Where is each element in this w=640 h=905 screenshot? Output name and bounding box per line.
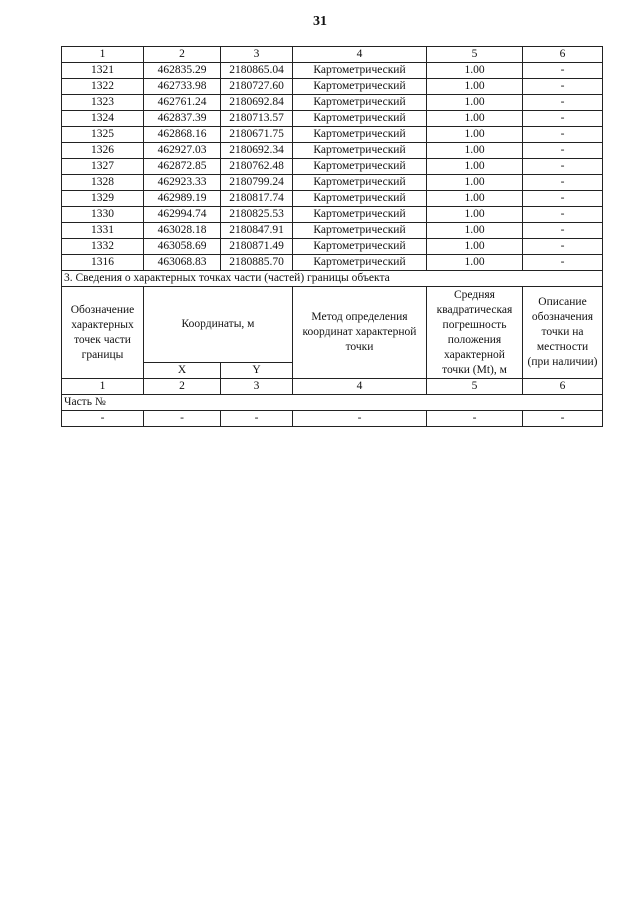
- y-coordinate-cell: 2180692.84: [221, 95, 293, 111]
- page-number: 31: [313, 14, 327, 29]
- part-label: Часть №: [62, 395, 603, 411]
- point-number-cell: 1332: [62, 239, 144, 255]
- y-coordinate-cell: 2180871.49: [221, 239, 293, 255]
- accuracy-cell: 1.00: [427, 239, 523, 255]
- empty-cell: -: [293, 411, 427, 427]
- accuracy-cell: 1.00: [427, 111, 523, 127]
- description-cell: -: [523, 127, 603, 143]
- x-coordinate-cell: 462761.24: [144, 95, 221, 111]
- method-cell: Картометрический: [293, 127, 427, 143]
- y-coordinate-cell: 2180817.74: [221, 191, 293, 207]
- point-number-cell: 1323: [62, 95, 144, 111]
- description-cell: -: [523, 207, 603, 223]
- x-coordinate-cell: 463058.69: [144, 239, 221, 255]
- description-cell: -: [523, 159, 603, 175]
- table-row: [62, 239, 603, 255]
- point-number-cell: 1322: [62, 79, 144, 95]
- table-row: [62, 207, 603, 223]
- point-number-cell: 1324: [62, 111, 144, 127]
- x-coordinate-cell: 463068.83: [144, 255, 221, 271]
- description-cell: -: [523, 79, 603, 95]
- x-coordinate-cell: 462872.85: [144, 159, 221, 175]
- empty-cell: -: [62, 411, 144, 427]
- column-number: 4: [293, 47, 427, 63]
- y-coordinate-cell: 2180847.91: [221, 223, 293, 239]
- header-method: Метод определения координат характерной точки: [293, 287, 427, 379]
- accuracy-cell: 1.00: [427, 143, 523, 159]
- column-number: 1: [62, 47, 144, 63]
- accuracy-cell: 1.00: [427, 255, 523, 271]
- empty-cell: -: [523, 411, 603, 427]
- description-cell: -: [523, 95, 603, 111]
- table-row: [62, 191, 603, 207]
- y-coordinate-cell: 2180799.24: [221, 175, 293, 191]
- column-number: 3: [221, 47, 293, 63]
- y-coordinate-cell: 2180762.48: [221, 159, 293, 175]
- table-row: [62, 223, 603, 239]
- method-cell: Картометрический: [293, 239, 427, 255]
- x-coordinate-cell: 462835.29: [144, 63, 221, 79]
- point-number-cell: 1325: [62, 127, 144, 143]
- table-row: [62, 175, 603, 191]
- column-number: 6: [523, 47, 603, 63]
- accuracy-cell: 1.00: [427, 63, 523, 79]
- section3-table-body: [62, 271, 603, 427]
- table-row: [62, 111, 603, 127]
- y-coordinate-cell: 2180713.57: [221, 111, 293, 127]
- x-coordinate-cell: 462837.39: [144, 111, 221, 127]
- points-table-body: [62, 47, 603, 271]
- description-cell: -: [523, 255, 603, 271]
- section3-header-row: [62, 287, 603, 363]
- method-cell: Картометрический: [293, 111, 427, 127]
- description-cell: -: [523, 111, 603, 127]
- column-number: 2: [144, 379, 221, 395]
- x-coordinate-cell: 462733.98: [144, 79, 221, 95]
- empty-data-row: [62, 411, 603, 427]
- method-cell: Картометрический: [293, 191, 427, 207]
- section3-title: 3. Сведения о характерных точках части (частей) границы объекта: [62, 271, 603, 287]
- accuracy-cell: 1.00: [427, 159, 523, 175]
- header-accuracy: Средняя квадратическая погрешность положения характерной точки (Mt), м: [427, 287, 523, 379]
- section3-column-numbers-row: [62, 379, 603, 395]
- empty-cell: -: [221, 411, 293, 427]
- accuracy-cell: 1.00: [427, 175, 523, 191]
- part-label-row: [62, 395, 603, 411]
- y-coordinate-cell: 2180692.34: [221, 143, 293, 159]
- method-cell: Картометрический: [293, 79, 427, 95]
- method-cell: Картометрический: [293, 207, 427, 223]
- description-cell: -: [523, 143, 603, 159]
- column-number: 2: [144, 47, 221, 63]
- table-row: [62, 127, 603, 143]
- y-coordinate-cell: 2180865.04: [221, 63, 293, 79]
- description-cell: -: [523, 191, 603, 207]
- method-cell: Картометрический: [293, 159, 427, 175]
- empty-cell: -: [144, 411, 221, 427]
- description-cell: -: [523, 223, 603, 239]
- method-cell: Картометрический: [293, 63, 427, 79]
- accuracy-cell: 1.00: [427, 207, 523, 223]
- empty-cell: -: [427, 411, 523, 427]
- method-cell: Картометрический: [293, 143, 427, 159]
- method-cell: Картометрический: [293, 95, 427, 111]
- accuracy-cell: 1.00: [427, 223, 523, 239]
- description-cell: -: [523, 63, 603, 79]
- table-row: [62, 63, 603, 79]
- x-coordinate-cell: 463028.18: [144, 223, 221, 239]
- column-number: 5: [427, 47, 523, 63]
- header-coordinates: Координаты, м: [144, 287, 293, 363]
- column-number: 4: [293, 379, 427, 395]
- column-number: 3: [221, 379, 293, 395]
- table-row: [62, 159, 603, 175]
- method-cell: Картометрический: [293, 223, 427, 239]
- column-number: 6: [523, 379, 603, 395]
- y-coordinate-cell: 2180825.53: [221, 207, 293, 223]
- x-coordinate-cell: 462868.16: [144, 127, 221, 143]
- header-description: Описание обозначения точки на местности (при наличии): [523, 287, 603, 379]
- table-row: [62, 95, 603, 111]
- column-number: 5: [427, 379, 523, 395]
- point-number-cell: 1316: [62, 255, 144, 271]
- x-coordinate-cell: 462994.74: [144, 207, 221, 223]
- column-numbers-row: [62, 47, 603, 63]
- description-cell: -: [523, 239, 603, 255]
- description-cell: -: [523, 175, 603, 191]
- method-cell: Картометрический: [293, 255, 427, 271]
- point-number-cell: 1331: [62, 223, 144, 239]
- point-number-cell: 1329: [62, 191, 144, 207]
- point-number-cell: 1321: [62, 63, 144, 79]
- x-coordinate-cell: 462923.33: [144, 175, 221, 191]
- header-y: Y: [221, 363, 293, 379]
- accuracy-cell: 1.00: [427, 191, 523, 207]
- coordinates-table: [61, 46, 603, 427]
- section3-title-row: [62, 271, 603, 287]
- x-coordinate-cell: 462989.19: [144, 191, 221, 207]
- point-number-cell: 1330: [62, 207, 144, 223]
- point-number-cell: 1328: [62, 175, 144, 191]
- y-coordinate-cell: 2180671.75: [221, 127, 293, 143]
- accuracy-cell: 1.00: [427, 79, 523, 95]
- accuracy-cell: 1.00: [427, 95, 523, 111]
- x-coordinate-cell: 462927.03: [144, 143, 221, 159]
- accuracy-cell: 1.00: [427, 127, 523, 143]
- table-row: [62, 143, 603, 159]
- header-x: X: [144, 363, 221, 379]
- method-cell: Картометрический: [293, 175, 427, 191]
- point-number-cell: 1326: [62, 143, 144, 159]
- y-coordinate-cell: 2180727.60: [221, 79, 293, 95]
- point-number-cell: 1327: [62, 159, 144, 175]
- y-coordinate-cell: 2180885.70: [221, 255, 293, 271]
- header-designation: Обозначение характерных точек части границы: [62, 287, 144, 379]
- column-number: 1: [62, 379, 144, 395]
- table-row: [62, 255, 603, 271]
- table-row: [62, 79, 603, 95]
